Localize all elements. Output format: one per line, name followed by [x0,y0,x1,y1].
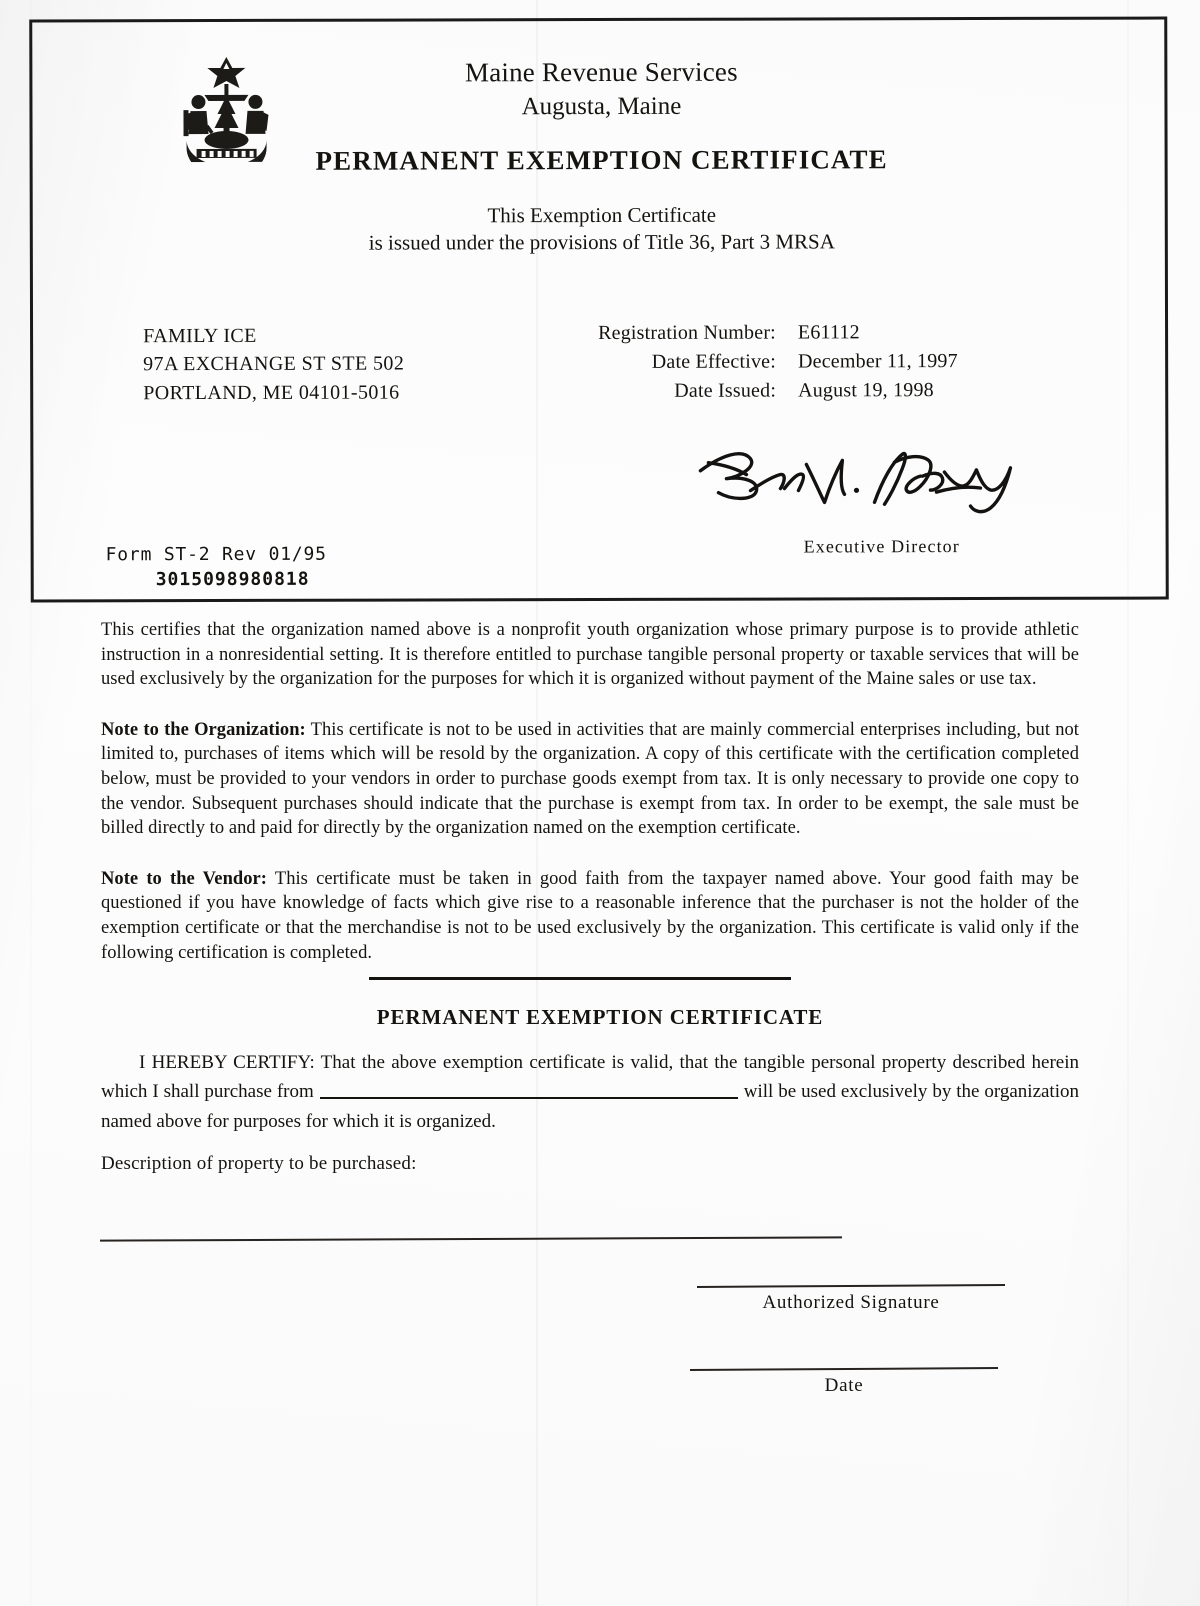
issue-statement-line-2: is issued under the provisions of Title 36, Part 3 MRSA [368,229,835,255]
page-title: PERMANENT EXEMPTION CERTIFICATE [315,144,888,176]
section-divider [369,977,791,980]
note-vendor-lead: Note to the Vendor: [101,868,268,889]
form-number-block [106,544,327,591]
authorized-signature-label: Authorized Signature [762,1292,940,1313]
certification-text-part-1: I HEREBY CERTIFY: That the above exemption certificate is valid, that the tangible personal property described herein which I shall purchase from [101,1052,1079,1103]
paragraph-certifies: This certifies that the organization named above is a nonprofit youth organization whose primary purpose is to provide athletic instruction in a nonresidential setting. It is therefore entitled to purchase tangible personal property or taxable services that will be used exclusively by the organization for the purposes for which it is organized without payment of the Maine sales or use tax. [101,620,1079,690]
agency-name: Maine Revenue Services [464,56,738,88]
date-label: Date [824,1375,864,1396]
date-blank-field[interactable] [690,1367,998,1371]
certification-heading: PERMANENT EXEMPTION CERTIFICATE [376,1005,824,1029]
issue-statement-line-1: This Exemption Certificate [487,202,717,228]
date-issued-value: August 19, 1998 [798,378,934,402]
executive-director-signature [688,428,1028,519]
description-of-property-blank-field[interactable] [100,1236,842,1241]
registration-number-label: Registration Number: [598,321,776,345]
form-revision: Form ST-2 Rev 01/95 [105,543,327,566]
note-vendor-text: This certificate must be taken in good faith from the taxpayer named above. Your good faith may be questioned if you have knowledge of facts which give rise to a reasonable inference that the purchaser is not the holder of the exemption certificate or that the merchandise is not to be used exclusively by the organization. This certificate is valid only if the following certification is completed. [101,868,1079,963]
paragraph-note-to-organization [101,718,1079,841]
certification-text-part-3: be used exclusively by the organization named above for purposes for which it is organized. [101,1081,1079,1132]
table-row [598,318,958,348]
table-row [598,376,958,406]
date-effective-label: Date Effective: [651,350,777,373]
certificate-body [101,618,1079,991]
certification-statement [101,1048,1079,1136]
taxpayer-address-block [143,322,404,408]
table-row [598,347,958,377]
note-organization-text: This certificate is not to be used in activities that are mainly commercial enterprises including, but not limited to, purchases of items which will be resold by the organization. A copy of this certificate with the certification completed below, must be provided to your vendors in order to purchase goods exempt from tax. It is only necessary to provide one copy to the vendor. Subsequent purchases should indicate that the purchase is exempt from tax. In order to be exempt, the sale must be billed directly to and paid for directly by the organization named on the exemption certificate. [101,719,1079,839]
taxpayer-city-state-zip: PORTLAND, ME 04101-5016 [143,381,400,404]
vendor-name-blank-field[interactable] [320,1078,738,1099]
registration-details-table [598,318,958,405]
form-control-number: 3015098980818 [155,568,310,591]
agency-city: Augusta, Maine [521,92,682,121]
description-of-property-label: Description of property to be purchased: [101,1153,417,1174]
date-effective-value: December 11, 1997 [797,349,958,373]
date-issued-label: Date Issued: [674,379,777,402]
taxpayer-street: 97A EXCHANGE ST STE 502 [143,352,405,376]
executive-director-title: Executive Director [803,536,960,557]
note-organization-lead: Note to the Organization: [101,719,306,740]
taxpayer-name: FAMILY ICE [143,324,257,348]
registration-number-value: E61112 [797,321,860,344]
paragraph-note-to-vendor [101,867,1079,965]
certificate-border-box [29,17,1169,603]
certification-text-part-2: will [743,1081,774,1103]
authorized-signature-blank-field[interactable] [697,1284,1005,1288]
